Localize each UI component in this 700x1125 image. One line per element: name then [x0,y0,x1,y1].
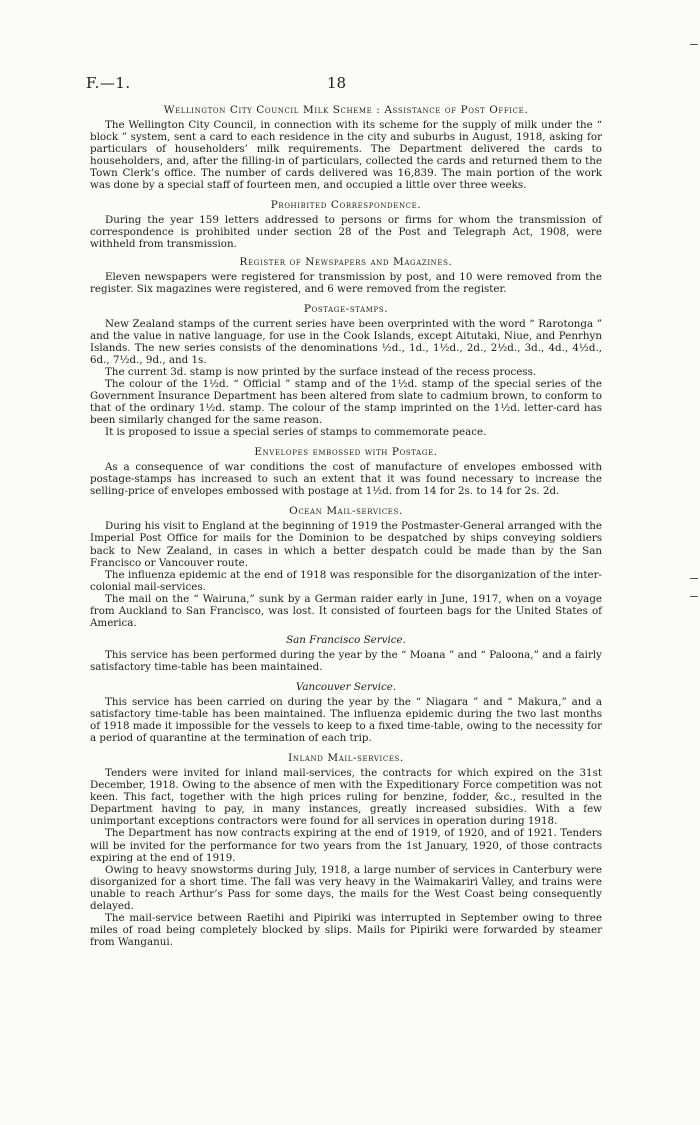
section-heading: Ocean Mail-services. [289,505,403,518]
section-heading: Register of Newspapers and Magazines. [239,255,453,268]
section-subheading: San Francisco Service. [286,633,406,646]
page-reference: F.—1. [86,74,131,92]
paragraph: The current 3d. stamp is now printed by the surface instead of the recess process. [105,365,537,378]
paragraph: The mail-service between Raetihi and Pipiriki was interrupted in September owing to three miles of road being completely blocked by slips. Mails for Pipiriki were forwarded by steamer from Wanganui. [90,911,602,948]
section-heading: Prohibited Correspondence. [270,199,422,212]
section-heading: Wellington City Council Milk Scheme : Assistance of Post Office. [163,104,529,116]
section-subheading: Vancouver Service. [295,680,397,693]
paragraph: This service has been performed during the year by the “ Moana ” and “ Paloona,” and a fairly satisfactory time-table has been maintained. [90,648,602,673]
paragraph: As a consequence of war conditions the cost of manufacture of envelopes embossed with postage-stamps has increased to such an extent that it was found necessary to increase the selling-price of envelopes embossed with postage at 1½d. from 14 for 2s. to 14 for 2s. 2d. [90,461,602,498]
section-heading: Envelopes embossed with Postage. [254,446,438,459]
margin-mark [690,44,698,45]
paragraph: During his visit to England at the beginning of 1919 the Postmaster-General arranged with the Imperial Post Office for mails for the Dominion to be despatched by ships conveying soldiers back to New Zealand, in cases in which a better despatch could be made than by the San Francisco or Vancouver route. [90,520,602,569]
paragraph: During the year 159 letters addressed to persons or firms for whom the transmission of correspondence is prohibited under section 28 of the Post and Telegraph Act, 1908, were withheld from transmission. [90,214,602,251]
section-heading: Inland Mail-services. [288,752,404,765]
paragraph: Tenders were invited for inland mail-services, the contracts for which expired on the 31st December, 1918. Owing to the absence of men with the Expeditionary Force competition was not keen. This fact, together with the high prices ruling for benzine, fodder, &c., resulted in the Department having to pay, in many instances, greatly increased subsidies. With a few unimportant exceptions contractors were found for all services in operation during 1918. [90,767,602,828]
paragraph: Eleven newspapers were registered for transmission by post, and 10 were removed from the register. Six magazines were registered, and 6 were removed from the register. [90,270,602,295]
margin-mark [690,596,698,597]
paragraph: It is proposed to issue a special series of stamps to commemorate peace. [105,426,487,439]
paragraph: The influenza epidemic at the end of 1918 was responsible for the disorganization of the inter-colonial mail-services. [90,568,602,593]
margin-mark [690,578,698,579]
paragraph: New Zealand stamps of the current series have been overprinted with the word “ Rarotonga ” and the value in native language, for use in the Cook Islands, except Aitutaki, Niue, and Penrhyn Islands. The new series consists of the denominations ½d., 1d., 1½d., 2d., 2½d., 3d., 4d., 4½d., 6d., 7½d., 9d., and 1s. [90,317,602,366]
document-body [90,104,602,948]
paragraph: The Department has now contracts expiring at the end of 1919, of 1920, and of 1921. Tenders will be invited for the performance for two years from the 1st January, 1920, of those contracts expiring at the end of 1919. [90,827,602,864]
paragraph: This service has been carried on during the year by the “ Niagara ” and “ Makura,” and a satisfactory time-table has been maintained. The influenza epidemic during the two last months of 1918 made it impossible for the vessels to keep to a fixed time-table, owing to the necessity for a period of quarantine at the termination of each trip. [90,696,602,745]
page-number: 18 [327,74,347,92]
paragraph: The mail on the “ Wairuna,” sunk by a German raider early in June, 1917, when on a voyage from Auckland to San Francisco, was lost. It consisted of fourteen bags for the United States of America. [90,592,602,629]
section-heading: Postage-stamps. [303,302,389,315]
paragraph: The colour of the 1½d. “ Official ” stamp and of the 1½d. stamp of the special series of the Government Insurance Department has been altered from slate to cadmium brown, to conform to that of the ordinary 1½d. stamp. The colour of the stamp imprinted on the 1½d. letter-card has been similarly changed for the same reason. [90,377,602,427]
paragraph: The Wellington City Council, in connection with its scheme for the supply of milk under the “ block ” system, sent a card to each residence in the city and suburbs in August, 1918, asking for particulars of householders’ milk requirements. The Department delivered the cards to householders, and, after the filling-in of particulars, collected the cards and returned them to the Town Clerk’s office. The number of cards delivered was 16,839. The main portion of the work was done by a special staff of fourteen men, and occupied a little over three weeks. [90,119,602,192]
paragraph: Owing to heavy snowstorms during July, 1918, a large number of services in Canterbury were disorganized for a short time. The fall was very heavy in the Waimakariri Valley, and trains were unable to reach Arthur’s Pass for some days, the mails for the West Coast being consequently delayed. [90,863,602,912]
